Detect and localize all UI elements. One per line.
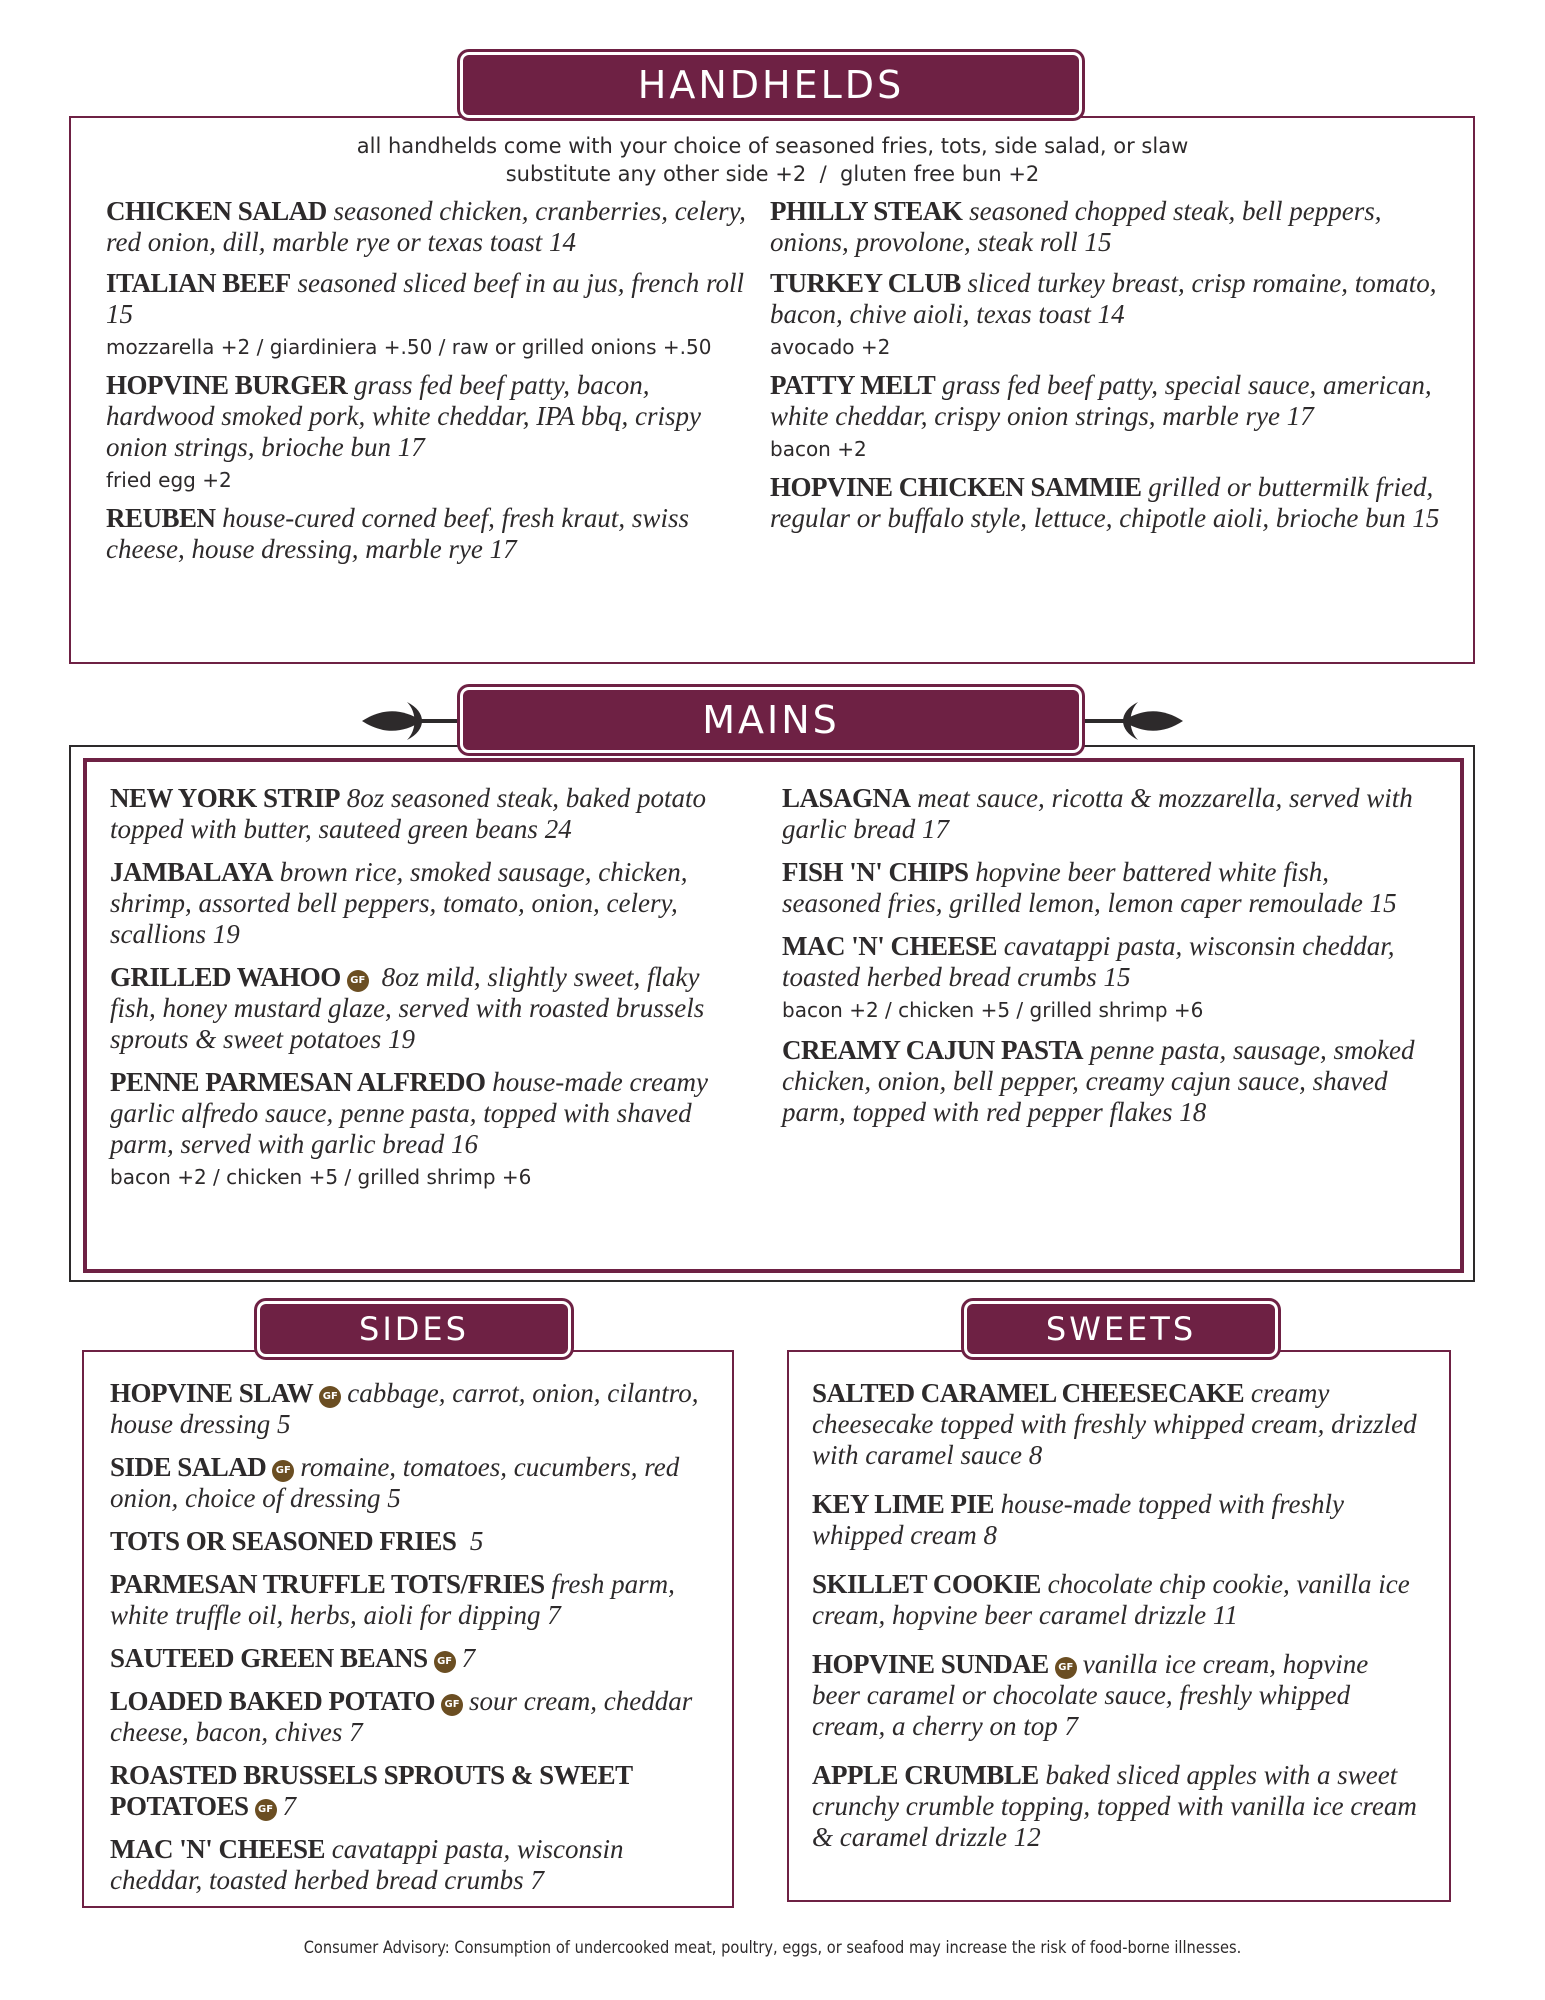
gluten-free-icon: GF bbox=[434, 1651, 456, 1673]
sweets-title: SWEETS bbox=[1045, 1310, 1197, 1348]
item-name: KEY LIME PIE bbox=[812, 1489, 995, 1519]
item-addon: bacon +2 / chicken +5 / grilled shrimp +6 bbox=[782, 998, 1204, 1022]
item-name: FISH 'N' CHIPS bbox=[782, 857, 969, 887]
handhelds-right-column bbox=[770, 196, 1440, 544]
menu-item bbox=[110, 1569, 710, 1631]
item-description: 8oz mild, slightly sweet, flaky fish, honey mustard glaze, served with roasted brussels sprouts & sweet potatoes 19 bbox=[110, 962, 705, 1054]
menu-item bbox=[812, 1378, 1422, 1471]
menu-item bbox=[770, 370, 1440, 462]
item-description: creamy cheesecake topped with freshly whipped cream, drizzled with caramel sauce 8 bbox=[812, 1378, 1417, 1470]
item-description: meat sauce, ricotta & mozzarella, served with garlic bread 17 bbox=[782, 783, 1413, 844]
item-name: JAMBALAYA bbox=[110, 857, 274, 887]
item-name: SAUTEED GREEN BEANS bbox=[110, 1643, 428, 1673]
menu-item bbox=[782, 1035, 1422, 1128]
item-name: GRILLED WAHOO bbox=[110, 962, 341, 992]
item-name: PHILLY STEAK bbox=[770, 196, 963, 226]
item-addon: fried egg +2 bbox=[106, 468, 232, 492]
item-description: seasoned sliced beef in au jus, french roll 15 bbox=[106, 268, 744, 329]
item-name: HOPVINE BURGER bbox=[106, 370, 348, 400]
item-addon: bacon +2 bbox=[770, 437, 867, 461]
item-addon: bacon +2 / chicken +5 / grilled shrimp +6 bbox=[110, 1165, 532, 1189]
item-name: SKILLET COOKIE bbox=[812, 1569, 1041, 1599]
menu-item bbox=[110, 962, 740, 1055]
item-name: REUBEN bbox=[106, 503, 216, 533]
menu-item bbox=[782, 931, 1422, 1023]
sides-banner bbox=[260, 1304, 568, 1354]
item-name: APPLE CRUMBLE bbox=[812, 1760, 1039, 1790]
menu-item bbox=[106, 503, 746, 565]
gluten-free-icon: GF bbox=[319, 1386, 341, 1408]
item-name: SIDE SALAD bbox=[110, 1452, 267, 1482]
item-description: sour cream, cheddar cheese, bacon, chives 7 bbox=[110, 1686, 693, 1747]
right-ornament-icon bbox=[1083, 700, 1183, 742]
gluten-free-icon: GF bbox=[347, 970, 369, 992]
item-name: LASAGNA bbox=[782, 783, 911, 813]
item-name: HOPVINE SLAW bbox=[110, 1378, 314, 1408]
menu-item bbox=[812, 1569, 1422, 1631]
menu-item bbox=[110, 1686, 710, 1748]
item-description: cavatappi pasta, wisconsin cheddar, toasted herbed bread crumbs 15 bbox=[782, 931, 1395, 992]
sweets-list bbox=[812, 1378, 1422, 1863]
item-description: 8oz seasoned steak, baked potato topped with butter, sauteed green beans 24 bbox=[110, 783, 706, 844]
item-description: grilled or buttermilk fried, regular or buffalo style, lettuce, chipotle aioli, brioche bun 15 bbox=[770, 472, 1440, 533]
item-name: HOPVINE CHICKEN SAMMIE bbox=[770, 472, 1142, 502]
gluten-free-icon: GF bbox=[1055, 1657, 1077, 1679]
handhelds-intro-line2: substitute any other side +2 / gluten free bun +2 bbox=[505, 162, 1040, 186]
menu-item bbox=[106, 268, 746, 360]
sides-title: SIDES bbox=[359, 1310, 469, 1348]
menu-item bbox=[110, 857, 740, 950]
item-name: ITALIAN BEEF bbox=[106, 268, 291, 298]
menu-item bbox=[812, 1760, 1422, 1853]
item-description: hopvine beer battered white fish, seasoned fries, grilled lemon, lemon caper remoulade 15 bbox=[782, 857, 1397, 918]
item-name: TURKEY CLUB bbox=[770, 268, 961, 298]
item-name: SALTED CARAMEL CHEESECAKE bbox=[812, 1378, 1245, 1408]
item-description: seasoned chicken, cranberries, celery, red onion, dill, marble rye or texas toast 14 bbox=[106, 196, 746, 257]
item-name: PATTY MELT bbox=[770, 370, 936, 400]
item-description: 7 bbox=[282, 1791, 297, 1821]
item-description: penne pasta, sausage, smoked chicken, onion, bell pepper, creamy cajun sauce, shaved parm, topped with red pepper flakes 18 bbox=[782, 1035, 1415, 1127]
mains-banner bbox=[463, 690, 1079, 750]
handhelds-left-column bbox=[106, 196, 746, 575]
item-description: cavatappi pasta, wisconsin cheddar, toasted herbed bread crumbs 7 bbox=[110, 1834, 624, 1895]
item-description: cabbage, carrot, onion, cilantro, house dressing 5 bbox=[110, 1378, 699, 1439]
menu-item bbox=[110, 1452, 710, 1514]
menu-item bbox=[110, 1378, 710, 1440]
item-description: brown rice, smoked sausage, chicken, shrimp, assorted bell peppers, tomato, onion, celery, scallions 19 bbox=[110, 857, 688, 949]
item-description: 5 bbox=[469, 1526, 484, 1556]
menu-item bbox=[110, 1643, 710, 1674]
item-name: PARMESAN TRUFFLE TOTS/FRIES bbox=[110, 1569, 545, 1599]
item-name: HOPVINE SUNDAE bbox=[812, 1649, 1049, 1679]
menu-item bbox=[770, 268, 1440, 360]
item-description: house-made topped with freshly whipped cream 8 bbox=[812, 1489, 1344, 1550]
item-name: MAC 'N' CHEESE bbox=[782, 931, 998, 961]
menu-item bbox=[812, 1489, 1422, 1551]
menu-item bbox=[110, 783, 740, 845]
item-description: grass fed beef patty, special sauce, american, white cheddar, crispy onion strings, marble rye 17 bbox=[770, 370, 1432, 431]
handhelds-intro-line1: all handhelds come with your choice of seasoned fries, tots, side salad, or slaw bbox=[356, 134, 1189, 158]
item-name: LOADED BAKED POTATO bbox=[110, 1686, 436, 1716]
menu-item bbox=[782, 783, 1422, 845]
menu-item bbox=[770, 196, 1440, 258]
left-ornament-icon bbox=[362, 700, 462, 742]
item-name: MAC 'N' CHEESE bbox=[110, 1834, 326, 1864]
mains-title: MAINS bbox=[702, 698, 840, 742]
sweets-banner bbox=[967, 1304, 1275, 1354]
item-name: NEW YORK STRIP bbox=[110, 783, 341, 813]
item-description: seasoned chopped steak, bell peppers, onions, provolone, steak roll 15 bbox=[770, 196, 1382, 257]
item-description: fresh parm, white truffle oil, herbs, aioli for dipping 7 bbox=[110, 1569, 675, 1630]
item-description: house-made creamy garlic alfredo sauce, penne pasta, topped with shaved parm, served with garlic bread 16 bbox=[110, 1067, 708, 1159]
menu-item bbox=[782, 857, 1422, 919]
item-name: ROASTED BRUSSELS SPROUTS & SWEET POTATOES bbox=[110, 1760, 633, 1821]
gluten-free-icon: GF bbox=[441, 1694, 463, 1716]
item-description: romaine, tomatoes, cucumbers, red onion, choice of dressing 5 bbox=[110, 1452, 680, 1513]
consumer-advisory: Consumer Advisory: Consumption of undercooked meat, poultry, eggs, or seafood may increase the risk of food-borne illnesses. bbox=[303, 1938, 1242, 1958]
item-description: chocolate chip cookie, vanilla ice cream, hopvine beer caramel drizzle 11 bbox=[812, 1569, 1410, 1630]
menu-item bbox=[106, 370, 746, 493]
handhelds-title: HANDHELDS bbox=[637, 63, 905, 107]
item-description: 7 bbox=[461, 1643, 476, 1673]
gluten-free-icon: GF bbox=[272, 1460, 294, 1482]
gluten-free-icon: GF bbox=[255, 1799, 277, 1821]
item-name: PENNE PARMESAN ALFREDO bbox=[110, 1067, 486, 1097]
sides-list bbox=[110, 1378, 710, 1906]
item-name: TOTS OR SEASONED FRIES bbox=[110, 1526, 457, 1556]
menu-item bbox=[770, 472, 1440, 534]
item-description: sliced turkey breast, crisp romaine, tomato, bacon, chive aioli, texas toast 14 bbox=[770, 268, 1437, 329]
item-description: house-cured corned beef, fresh kraut, swiss cheese, house dressing, marble rye 17 bbox=[106, 503, 689, 564]
menu-item bbox=[110, 1834, 710, 1896]
mains-left-column bbox=[110, 783, 740, 1200]
item-name: CREAMY CAJUN PASTA bbox=[782, 1035, 1083, 1065]
menu-item bbox=[106, 196, 746, 258]
menu-item bbox=[812, 1649, 1422, 1742]
mains-right-column bbox=[782, 783, 1422, 1138]
handhelds-banner bbox=[463, 55, 1079, 115]
item-addon: mozzarella +2 / giardiniera +.50 / raw or grilled onions +.50 bbox=[106, 335, 712, 359]
menu-item bbox=[110, 1526, 710, 1557]
menu-item bbox=[110, 1067, 740, 1190]
item-name: CHICKEN SALAD bbox=[106, 196, 327, 226]
item-description: grass fed beef patty, bacon, hardwood smoked pork, white cheddar, IPA bbq, crispy onion strings, brioche bun 17 bbox=[106, 370, 701, 462]
item-description: vanilla ice cream, hopvine beer caramel or chocolate sauce, freshly whipped cream, a cherry on top 7 bbox=[812, 1649, 1369, 1741]
item-addon: avocado +2 bbox=[770, 335, 891, 359]
item-description: baked sliced apples with a sweet crunchy crumble topping, topped with vanilla ice cream & caramel drizzle 12 bbox=[812, 1760, 1417, 1852]
menu-item bbox=[110, 1760, 710, 1822]
